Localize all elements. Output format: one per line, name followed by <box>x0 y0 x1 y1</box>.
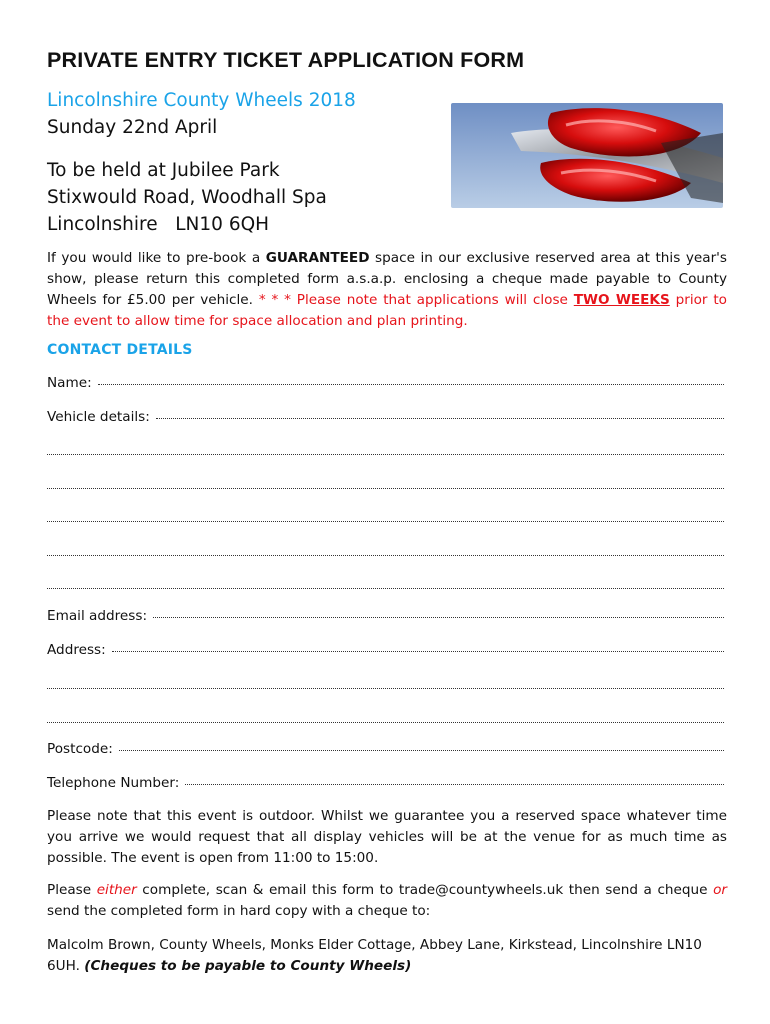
intro-text: space in our exclusive reserved area at this year's show, please return this completed form a.s.a.p. enclosing a cheque made payable to County Wheels for £5.00 per vehicle. <box>47 250 727 308</box>
venue-address <box>47 157 327 238</box>
address-input-line[interactable] <box>112 650 724 652</box>
guaranteed-word: GUARANTEED <box>265 250 370 266</box>
two-weeks-text: TWO WEEKS <box>573 292 670 308</box>
email-field[interactable] <box>47 608 724 624</box>
address-field[interactable] <box>47 642 724 658</box>
vehicle-details-line-5[interactable] <box>47 555 724 556</box>
either-word: either <box>96 882 137 898</box>
address-line-3[interactable] <box>47 722 724 723</box>
car-tail-light-photo <box>451 103 723 208</box>
or-word: or <box>713 882 727 898</box>
form-title: PRIVATE ENTRY TICKET APPLICATION FORM <box>47 48 525 72</box>
contact-details-heading: CONTACT DETAILS <box>47 342 193 358</box>
telephone-label: Telephone Number: <box>47 775 180 791</box>
email-input-line[interactable] <box>153 616 724 618</box>
outdoor-event-note: Please note that this event is outdoor. Whilst we guarantee you a reserved space whatever time you arrive we would request that all display vehicles will be at the venue for as much time as possible. The event is open from 11:00 to 15:00. <box>47 808 727 866</box>
submission-instructions: Please either complete, scan & email this form to trade@countywheels.uk then send a cheque or send the completed form in hard copy with a cheque to: <box>47 882 727 919</box>
telephone-field[interactable] <box>47 775 724 791</box>
cheque-payable-note: (Cheques to be payable to County Wheels) <box>84 958 412 974</box>
intro-text: If you would like to pre-book a <box>47 250 266 266</box>
email-label: Email address: <box>47 608 148 624</box>
venue-line: To be held at Jubilee Park <box>47 160 280 181</box>
postal-address: Malcolm Brown, County Wheels, Monks Elder Cottage, Abbey Lane, Kirkstead, Lincolnshire LN10 6UH. (Cheques to be payable to County Wheels) <box>47 937 702 974</box>
vehicle-details-line-3[interactable] <box>47 488 724 489</box>
name-field[interactable] <box>47 375 724 391</box>
event-name: Lincolnshire County Wheels 2018 <box>47 90 356 111</box>
venue-line: Stixwould Road, Woodhall Spa <box>47 187 327 208</box>
closing-note: * * * Please note that applications will close TWO WEEKS prior to the event to allow time for space allocation and plan printing. <box>47 292 727 329</box>
telephone-input-line[interactable] <box>185 783 724 785</box>
postcode-field[interactable] <box>47 741 724 757</box>
vehicle-details-input-line[interactable] <box>156 417 724 419</box>
vehicle-details-line-6[interactable] <box>47 588 724 589</box>
postcode-label: Postcode: <box>47 741 113 757</box>
postcode-input-line[interactable] <box>119 749 724 751</box>
venue-line: Lincolnshire LN10 6QH <box>47 214 270 235</box>
address-label: Address: <box>47 642 106 658</box>
vehicle-details-line-2[interactable] <box>47 454 724 455</box>
address-line-2[interactable] <box>47 688 724 689</box>
vehicle-details-line-4[interactable] <box>47 521 724 522</box>
name-input-line[interactable] <box>98 383 724 385</box>
vehicle-details-field[interactable] <box>47 409 724 425</box>
vehicle-details-label: Vehicle details: <box>47 409 150 425</box>
intro-paragraph <box>47 248 727 332</box>
name-label: Name: <box>47 375 92 391</box>
event-date: Sunday 22nd April <box>47 117 218 138</box>
